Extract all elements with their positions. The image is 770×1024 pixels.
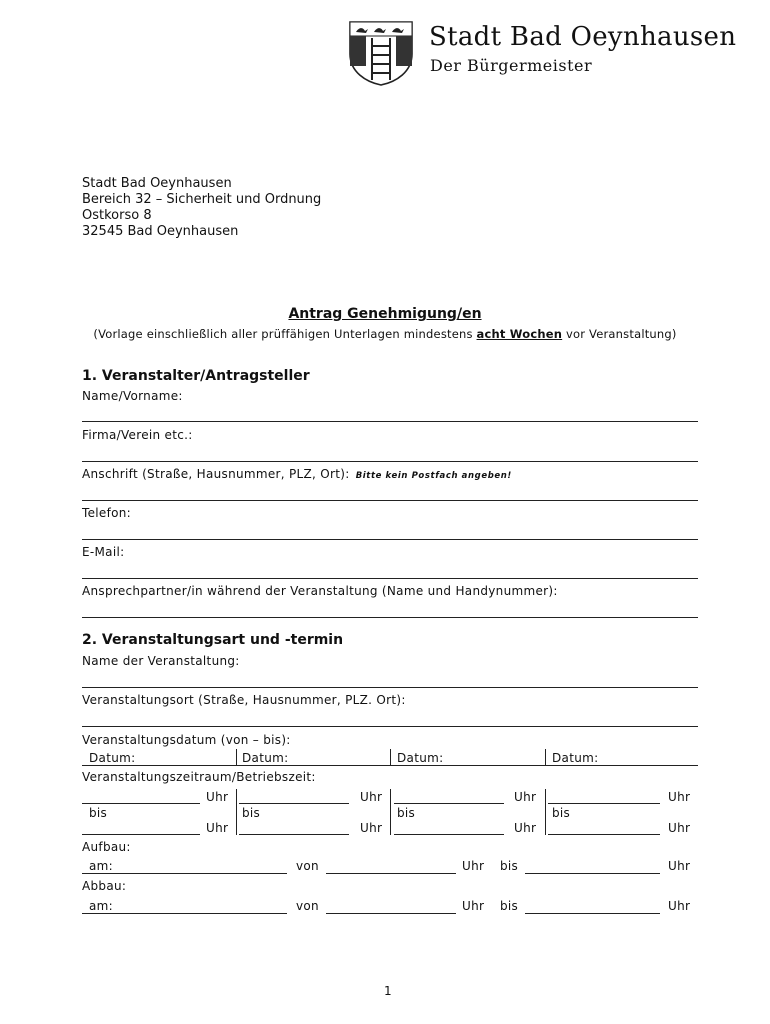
aufbau-am-label: am: [89, 859, 113, 873]
field-zeit-end-2[interactable] [239, 834, 349, 835]
form-title: Antrag Genehmigung/en [288, 306, 482, 322]
aufbau-uhr-2: Uhr [668, 859, 691, 873]
zeit-divider-3 [545, 789, 546, 835]
datum-label-4: Datum: [552, 751, 599, 765]
uhr-label: Uhr [514, 821, 537, 835]
label-aufbau: Aufbau: [82, 840, 131, 854]
field-telefon[interactable] [82, 539, 698, 540]
subtitle-text-2: vor Veranstaltung) [562, 327, 677, 341]
field-aufbau-am[interactable] [82, 873, 287, 874]
field-ansprechpartner[interactable] [82, 617, 698, 618]
zeit-divider-1 [236, 789, 237, 835]
aufbau-bis-label: bis [500, 859, 519, 873]
field-name[interactable] [82, 421, 698, 422]
zeit-divider-2 [390, 789, 391, 835]
subtitle-text-1: (Vorlage einschließlich aller prüffähigen Unterlagen mindestens [93, 327, 477, 341]
abbau-von-label: von [296, 899, 319, 913]
datum-divider-2 [390, 749, 391, 765]
label-zeitraum: Veranstaltungszeitraum/Betriebszeit: [82, 770, 316, 784]
bis-label: bis [242, 806, 261, 820]
datum-label-2: Datum: [242, 751, 289, 765]
label-ansprechpartner: Ansprechpartner/in während der Veranstaltung (Name und Handynummer): [82, 584, 558, 598]
uhr-label: Uhr [514, 790, 537, 804]
bis-label: bis [552, 806, 571, 820]
uhr-label: Uhr [360, 790, 383, 804]
label-veranstaltungsdatum: Veranstaltungsdatum (von – bis): [82, 733, 291, 747]
field-veranstaltung-name[interactable] [82, 687, 698, 688]
field-anschrift[interactable] [82, 500, 698, 501]
label-telefon: Telefon: [82, 506, 132, 520]
label-email: E-Mail: [82, 545, 125, 559]
section-2-heading: 2. Veranstaltungsart und -termin [82, 632, 344, 648]
city-crest-icon [346, 18, 416, 90]
anschrift-note: Bitte kein Postfach angeben! [355, 471, 512, 481]
field-zeit-start-4[interactable] [548, 803, 660, 804]
datum-divider-3 [545, 749, 546, 765]
abbau-uhr-1: Uhr [462, 899, 485, 913]
letterhead-city: Stadt Bad Oeynhausen [429, 22, 737, 52]
field-firma[interactable] [82, 461, 698, 462]
form-subtitle [0, 327, 770, 341]
field-datum-row[interactable] [82, 765, 698, 766]
field-email[interactable] [82, 578, 698, 579]
label-firma: Firma/Verein etc.: [82, 428, 193, 442]
field-zeit-start-3[interactable] [394, 803, 504, 804]
field-zeit-start-2[interactable] [239, 803, 349, 804]
uhr-label: Uhr [206, 790, 229, 804]
aufbau-uhr-1: Uhr [462, 859, 485, 873]
label-veranstaltung-name: Name der Veranstaltung: [82, 654, 240, 668]
field-abbau-bis[interactable] [525, 913, 660, 914]
abbau-bis-label: bis [500, 899, 519, 913]
field-zeit-start-1[interactable] [82, 803, 200, 804]
field-aufbau-bis[interactable] [525, 873, 660, 874]
address-line-2: Bereich 32 – Sicherheit und Ordnung [82, 192, 322, 207]
section-1-heading: 1. Veranstalter/Antragsteller [82, 368, 310, 384]
field-abbau-am[interactable] [82, 913, 287, 914]
aufbau-von-label: von [296, 859, 319, 873]
datum-divider-1 [236, 749, 237, 765]
page-number: 1 [384, 984, 392, 998]
abbau-am-label: am: [89, 899, 113, 913]
label-abbau: Abbau: [82, 879, 127, 893]
field-zeit-end-3[interactable] [394, 834, 504, 835]
address-line-3: Ostkorso 8 [82, 208, 152, 223]
label-anschrift-text: Anschrift (Straße, Hausnummer, PLZ, Ort): [82, 467, 350, 481]
label-name: Name/Vorname: [82, 389, 183, 403]
uhr-label: Uhr [668, 821, 691, 835]
address-line-4: 32545 Bad Oeynhausen [82, 224, 239, 239]
field-veranstaltungsort[interactable] [82, 726, 698, 727]
bis-label: bis [89, 806, 108, 820]
label-veranstaltungsort: Veranstaltungsort (Straße, Hausnummer, PLZ. Ort): [82, 693, 406, 707]
datum-label-3: Datum: [397, 751, 444, 765]
field-abbau-von[interactable] [326, 913, 456, 914]
field-zeit-end-1[interactable] [82, 834, 200, 835]
label-anschrift [82, 467, 512, 481]
uhr-label: Uhr [668, 790, 691, 804]
address-line-1: Stadt Bad Oeynhausen [82, 176, 232, 191]
field-zeit-end-4[interactable] [548, 834, 660, 835]
datum-label-1: Datum: [89, 751, 136, 765]
field-aufbau-von[interactable] [326, 873, 456, 874]
uhr-label: Uhr [206, 821, 229, 835]
abbau-uhr-2: Uhr [668, 899, 691, 913]
subtitle-emphasis: acht Wochen [476, 327, 563, 341]
letterhead-office: Der Bürgermeister [430, 56, 593, 75]
bis-label: bis [397, 806, 416, 820]
uhr-label: Uhr [360, 821, 383, 835]
